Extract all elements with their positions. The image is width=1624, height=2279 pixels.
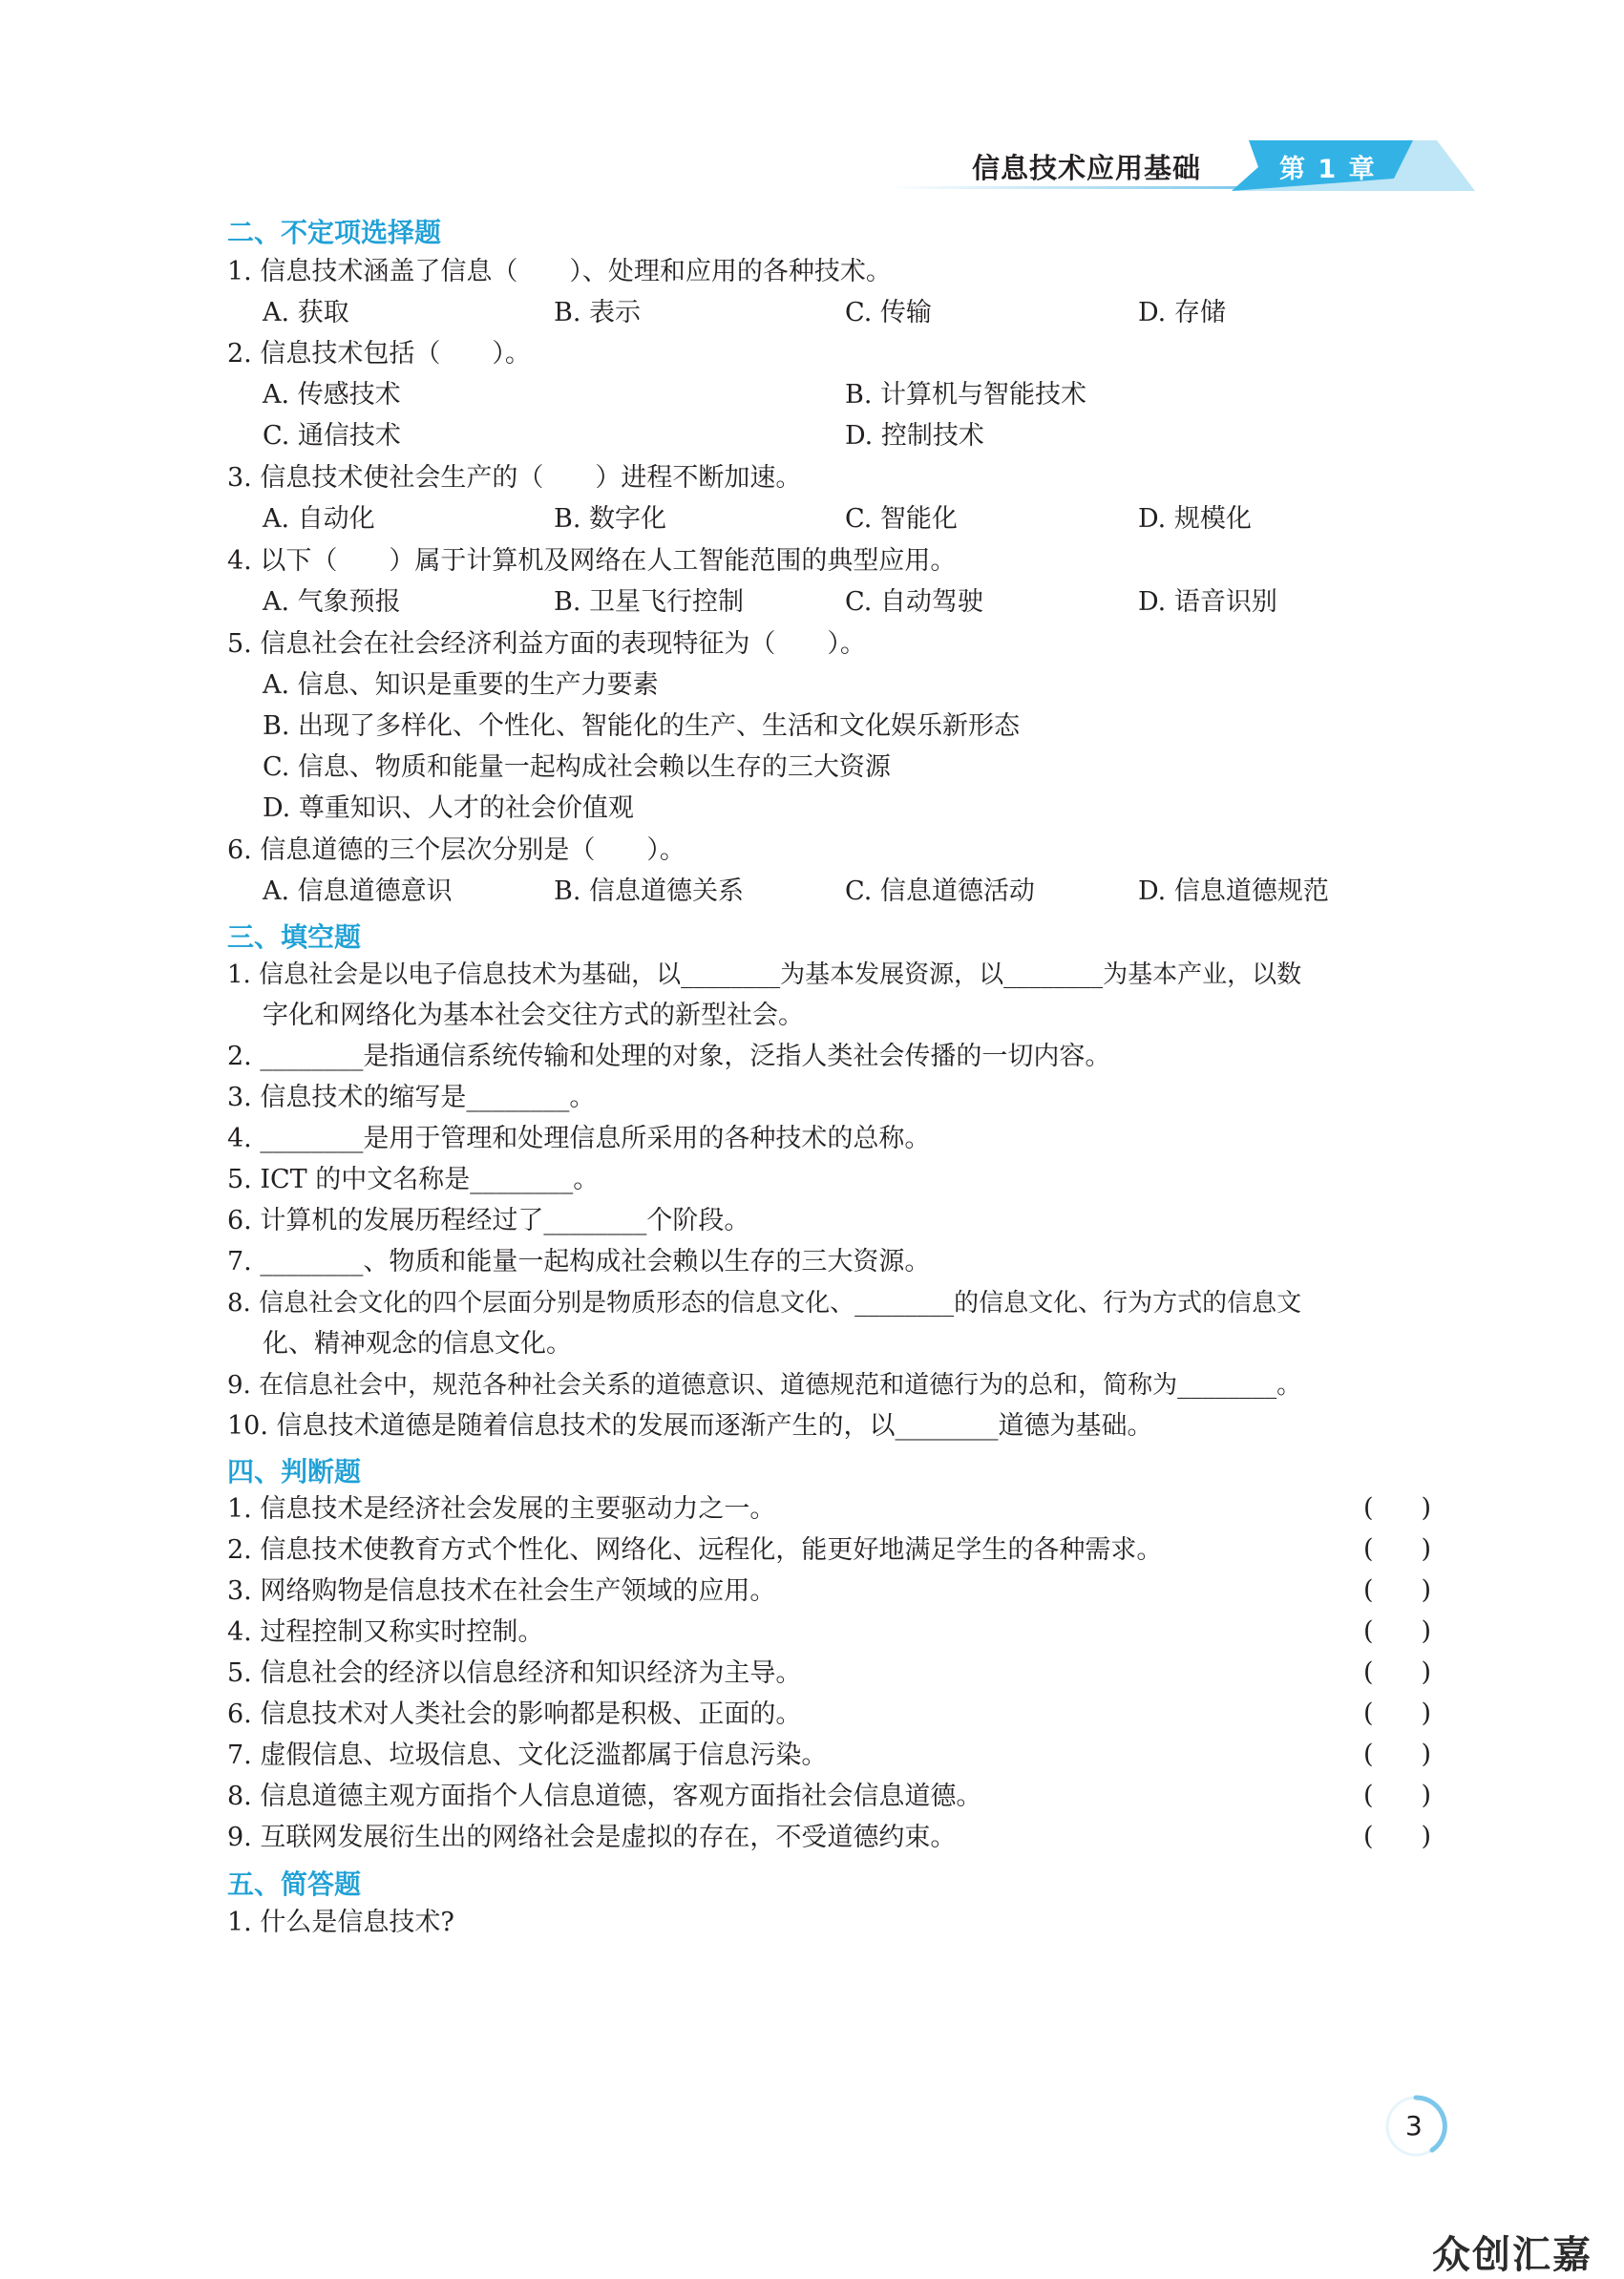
watermark: 众创汇嘉 — [1432, 2233, 1592, 2277]
option: D. 规模化 — [1138, 504, 1252, 534]
fill-line: 1. 信息社会是以电子信息技术为基础，以________为基本发展资源，以________为基本产业，以数 — [227, 960, 1302, 989]
option: B. 出现了多样化、个性化、智能化的生产、生活和文化娱乐新形态 — [263, 711, 1021, 741]
option: A. 自动化 — [263, 504, 375, 534]
option: B. 计算机与智能技术 — [845, 380, 1087, 410]
option: B. 卫星飞行控制 — [554, 587, 745, 617]
section-title-short: 五、简答题 — [227, 1868, 362, 1900]
option: A. 气象预报 — [263, 587, 401, 617]
answer-bracket[interactable]: ( ) — [1363, 1822, 1432, 1851]
option: C. 信息、物质和能量一起构成社会赖以生存的三大资源 — [263, 752, 891, 782]
judge-item: 5. 信息社会的经济以信息经济和知识经济为主导。 — [227, 1658, 802, 1688]
answer-bracket[interactable]: ( ) — [1363, 1493, 1432, 1523]
fill-line: 8. 信息社会文化的四个层面分别是物质形态的信息文化、________的信息文化、行为方式的信息文 — [227, 1289, 1302, 1318]
option: D. 语音识别 — [1138, 587, 1277, 617]
question-text: 4. 以下（ ）属于计算机及网络在人工智能范围的典型应用。 — [227, 546, 957, 576]
question-text: 1. 信息技术涵盖了信息（ ）、处理和应用的各种技术。 — [227, 257, 892, 286]
option: D. 控制技术 — [845, 421, 984, 451]
answer-bracket[interactable]: ( ) — [1363, 1740, 1432, 1769]
option: A. 信息道德意识 — [263, 876, 453, 906]
judge-item: 8. 信息道德主观方面指个人信息道德，客观方面指社会信息道德。 — [227, 1782, 982, 1811]
answer-bracket[interactable]: ( ) — [1363, 1575, 1432, 1605]
option: C. 智能化 — [845, 504, 958, 534]
option: B. 信息道德关系 — [554, 876, 745, 906]
judge-item: 4. 过程控制又称实时控制。 — [227, 1617, 544, 1647]
question-text: 5. 信息社会在社会经济利益方面的表现特征为（ ）。 — [227, 629, 866, 659]
fill-line: 9. 在信息社会中，规范各种社会关系的道德意识、道德规范和道德行为的总和，简称为________。 — [227, 1371, 1302, 1400]
answer-bracket[interactable]: ( ) — [1363, 1657, 1432, 1687]
fill-line: 4. ________是用于管理和处理信息所采用的各种技术的总称。 — [227, 1124, 931, 1153]
header-rule — [888, 186, 1251, 189]
option: D. 信息道德规范 — [1138, 876, 1329, 906]
option: B. 数字化 — [554, 504, 667, 534]
page-number: 3 — [1405, 2110, 1423, 2142]
option: C. 自动驾驶 — [845, 587, 983, 617]
answer-bracket[interactable]: ( ) — [1363, 1616, 1432, 1646]
judge-item: 3. 网络购物是信息技术在社会生产领域的应用。 — [227, 1576, 776, 1606]
judge-item: 9. 互联网发展衍生出的网络社会是虚拟的存在，不受道德约束。 — [227, 1823, 957, 1852]
option: D. 存储 — [1138, 298, 1226, 327]
option: C. 通信技术 — [263, 421, 401, 451]
option: A. 获取 — [263, 298, 349, 327]
judge-item: 7. 虚假信息、垃圾信息、文化泛滥都属于信息污染。 — [227, 1741, 828, 1770]
section-title-judge: 四、判断题 — [227, 1456, 362, 1488]
option: A. 传感技术 — [263, 380, 401, 410]
option: C. 信息道德活动 — [845, 876, 1035, 906]
short-question: 1. 什么是信息技术? — [227, 1908, 454, 1937]
book-title: 信息技术应用基础 — [972, 152, 1202, 184]
option: D. 尊重知识、人才的社会价值观 — [263, 793, 634, 823]
option: C. 传输 — [845, 298, 932, 327]
fill-line: 2. ________是指通信系统传输和处理的对象，泛指人类社会传播的一切内容。 — [227, 1042, 1111, 1071]
section-title-fill: 三、填空题 — [227, 921, 362, 953]
fill-line: 7. ________、物质和能量一起构成社会赖以生存的三大资源。 — [227, 1247, 931, 1277]
fill-line: 5. ICT 的中文名称是________。 — [227, 1165, 600, 1194]
fill-line: 字化和网络化为基本社会交往方式的新型社会。 — [263, 1001, 804, 1030]
judge-item: 6. 信息技术对人类社会的影响都是积极、正面的。 — [227, 1699, 802, 1729]
fill-line: 10. 信息技术道德是随着信息技术的发展而逐渐产生的，以________道德为基础。 — [227, 1411, 1153, 1441]
question-text: 6. 信息道德的三个层次分别是（ ）。 — [227, 835, 685, 865]
chapter-label: 第 1 章 — [1279, 155, 1377, 184]
answer-bracket[interactable]: ( ) — [1363, 1534, 1432, 1564]
option: B. 表示 — [554, 298, 642, 327]
question-text: 3. 信息技术使社会生产的（ ）进程不断加速。 — [227, 463, 802, 493]
judge-item: 2. 信息技术使教育方式个性化、网络化、远程化，能更好地满足学生的各种需求。 — [227, 1535, 1163, 1565]
section-title-choice: 二、不定项选择题 — [227, 217, 442, 248]
answer-bracket[interactable]: ( ) — [1363, 1781, 1432, 1810]
question-text: 2. 信息技术包括（ ）。 — [227, 339, 531, 369]
fill-line: 化、精神观念的信息文化。 — [263, 1329, 572, 1359]
judge-item: 1. 信息技术是经济社会发展的主要驱动力之一。 — [227, 1494, 776, 1524]
fill-line: 6. 计算机的发展历程经过了________个阶段。 — [227, 1206, 750, 1235]
fill-line: 3. 信息技术的缩写是________。 — [227, 1083, 596, 1112]
answer-bracket[interactable]: ( ) — [1363, 1699, 1432, 1728]
option: A. 信息、知识是重要的生产力要素 — [263, 670, 659, 700]
